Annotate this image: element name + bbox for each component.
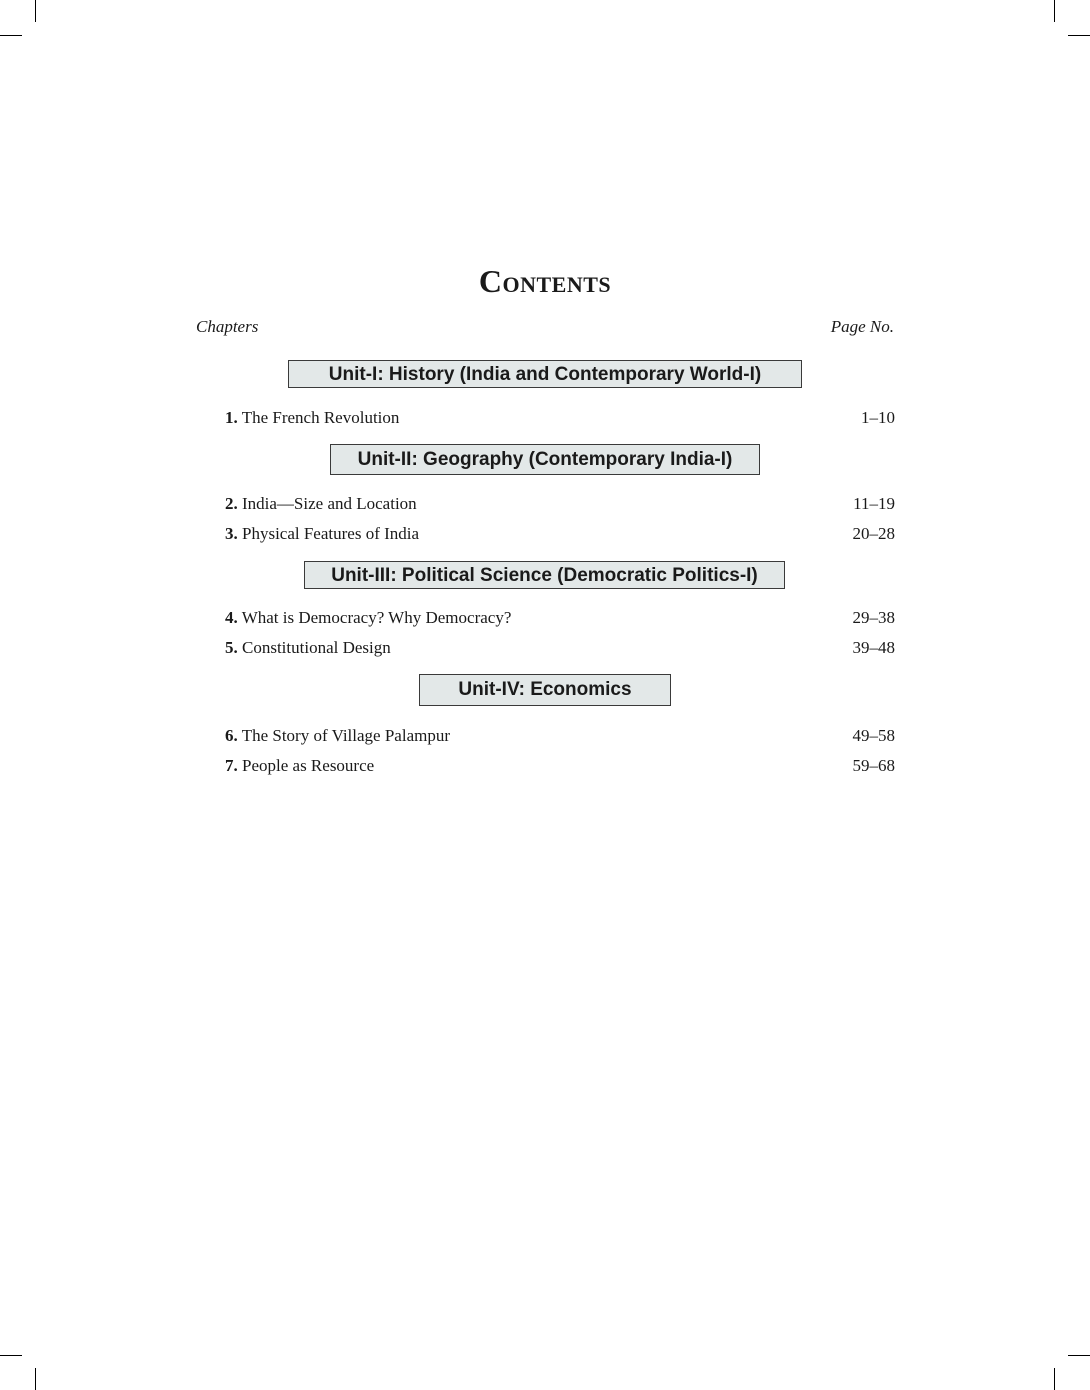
crop-mark [1068,1355,1090,1356]
chapters-column-header: Chapters [196,317,259,336]
toc-entry[interactable] [225,493,895,515]
toc-entry[interactable] [225,523,895,545]
toc-entry[interactable] [225,607,895,629]
crop-mark [1054,0,1055,22]
page-no-column-header: Page No. [830,317,894,336]
chapter-title: Constitutional Design [242,638,391,657]
crop-mark [35,1368,36,1390]
chapter-number: 2. [225,494,238,513]
chapter-title: India—Size and Location [242,494,417,513]
toc-entry[interactable] [225,637,895,659]
page-range: 1–10 [861,408,895,427]
toc-entry[interactable] [225,755,895,777]
chapter-number: 6. [225,726,238,745]
chapter-title: Physical Features of India [242,524,420,543]
toc-entry[interactable] [225,407,895,429]
page-title: Contents [478,263,612,299]
chapter-number: 7. [225,756,238,775]
chapter-number: 3. [225,524,238,543]
chapter-number: 5. [225,638,238,657]
chapter-title: The Story of Village Palampur [241,726,450,745]
chapter-number: 1. [225,408,238,427]
toc-entry[interactable] [225,725,895,747]
page-range: 29–38 [852,608,895,627]
page-range: 39–48 [852,638,895,657]
crop-mark [35,0,36,22]
unit-heading-geography: Unit-II: Geography (Contemporary India-I) [330,444,760,475]
unit-heading-economics: Unit-IV: Economics [419,674,671,706]
chapter-number: 4. [225,608,238,627]
chapter-title: People as Resource [242,756,375,775]
crop-mark [1068,35,1090,36]
chapter-title: The French Revolution [241,408,400,427]
page-range: 59–68 [852,756,895,775]
crop-mark [1054,1368,1055,1390]
page-range: 20–28 [852,524,895,543]
crop-mark [0,1355,22,1356]
page-range: 11–19 [853,494,895,513]
page-range: 49–58 [852,726,895,745]
unit-heading-history: Unit-I: History (India and Contemporary World-I) [288,360,802,388]
unit-heading-political-science: Unit-III: Political Science (Democratic Politics-I) [304,561,785,589]
chapter-title: What is Democracy? Why Democracy? [241,608,512,627]
crop-mark [0,35,22,36]
